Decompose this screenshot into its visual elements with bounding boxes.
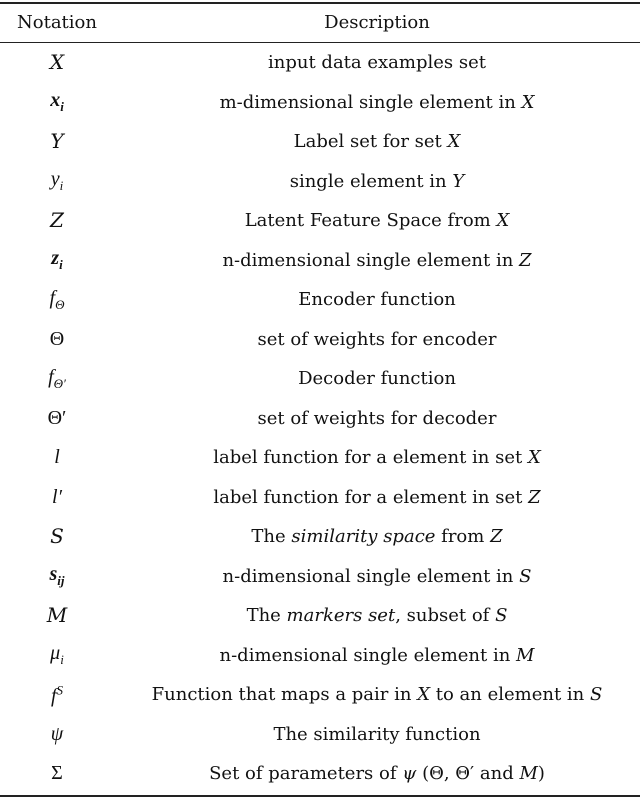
description-text: Decoder function	[298, 368, 456, 390]
symbol-main: l′	[52, 485, 62, 508]
description	[114, 289, 640, 310]
symbol-main: x	[50, 89, 61, 112]
description	[114, 645, 640, 666]
notation-symbol	[51, 247, 63, 273]
notation-symbol	[48, 407, 67, 429]
description-text: The	[251, 526, 292, 548]
table-row	[0, 517, 640, 557]
notation-symbol	[49, 286, 65, 312]
table-header	[0, 3, 640, 43]
description	[114, 92, 640, 113]
symbol-main: l	[54, 446, 60, 469]
description-text: )	[537, 763, 545, 785]
description-text: m-dimensional single element in	[219, 91, 522, 113]
table-row	[0, 122, 640, 162]
header-description: Description	[324, 12, 430, 34]
description-text: label function for a element in set	[213, 486, 529, 508]
header-notation: Notation	[17, 12, 97, 34]
notation-symbol	[50, 526, 64, 548]
symbol-main: ψ	[50, 722, 64, 745]
description-text: X	[496, 210, 510, 232]
description-text: X	[447, 131, 461, 153]
description	[114, 447, 640, 468]
table-row	[0, 241, 640, 281]
symbol-main: s	[49, 563, 58, 586]
notation-symbol	[50, 210, 64, 232]
description-text: M	[516, 644, 535, 666]
description-text: n-dimensional single element in	[219, 644, 517, 666]
description-text: n-dimensional single element in	[222, 249, 520, 271]
description	[114, 131, 640, 152]
notation-symbol	[51, 723, 63, 745]
description	[114, 210, 640, 231]
description-text: S	[495, 605, 508, 627]
description-text: Z	[519, 249, 532, 271]
description-text: set of weights for decoder	[257, 407, 497, 429]
table-row	[0, 43, 640, 83]
notation-symbol	[54, 446, 60, 468]
description	[114, 763, 640, 784]
table-row	[0, 359, 640, 399]
description-text: X	[521, 91, 535, 113]
description-text: (Θ, Θ′ and	[416, 763, 520, 785]
notation-symbol	[50, 328, 64, 350]
table-row	[0, 557, 640, 597]
notation-symbol	[50, 168, 64, 194]
description	[114, 171, 640, 192]
notation-symbol	[49, 563, 65, 589]
description-text: from	[435, 526, 491, 548]
symbol-main: M	[46, 603, 68, 628]
symbol-subscript: ij	[57, 573, 65, 589]
notation-symbol	[52, 486, 62, 508]
description	[114, 368, 640, 389]
table-row	[0, 162, 640, 202]
description	[114, 605, 640, 626]
symbol-subscript: Θ′	[53, 375, 66, 391]
bottom-rule	[0, 795, 640, 797]
table-row	[0, 399, 640, 439]
description-text: ψ	[402, 763, 417, 785]
description-text: input data examples set	[268, 52, 486, 74]
table-row	[0, 754, 640, 794]
symbol-main: z	[51, 247, 60, 270]
table-row	[0, 280, 640, 320]
description	[114, 526, 640, 547]
symbol-subscript: i	[60, 652, 64, 668]
description-text: to an element in	[430, 684, 590, 706]
description-text: S	[590, 684, 603, 706]
symbol-main: f	[49, 286, 56, 309]
description-text: Encoder function	[298, 289, 456, 311]
notation-symbol	[47, 605, 67, 627]
description-text: similarity space	[291, 526, 436, 548]
description-text: markers set	[286, 605, 396, 627]
description-text: X	[417, 684, 431, 706]
notation-symbol	[50, 681, 64, 707]
symbol-supscript: S	[56, 681, 64, 697]
symbol-main: y	[50, 168, 60, 191]
table-row	[0, 478, 640, 518]
notation-symbol	[48, 365, 66, 391]
symbol-main: μ	[50, 642, 61, 665]
description	[114, 566, 640, 587]
description	[114, 329, 640, 350]
table-row	[0, 83, 640, 123]
table-row	[0, 320, 640, 360]
notation-symbol	[51, 762, 63, 784]
description-text: The	[246, 605, 287, 627]
table-row	[0, 201, 640, 241]
description-text: , subset of	[395, 605, 496, 627]
description-text: set of weights for encoder	[257, 328, 497, 350]
description	[114, 250, 640, 271]
description-text: Set of parameters of	[209, 763, 403, 785]
symbol-main: f	[50, 684, 57, 707]
description-text: Z	[528, 486, 541, 508]
symbol-main: X	[49, 50, 65, 75]
description-text: label function for a element in set	[213, 447, 528, 469]
description-text: Latent Feature Space from	[244, 210, 497, 232]
notation-symbol	[50, 642, 64, 668]
table-row	[0, 636, 640, 676]
symbol-subscript: i	[59, 257, 63, 273]
table-row	[0, 438, 640, 478]
table-row	[0, 675, 640, 715]
description	[114, 724, 640, 745]
description-text: The similarity function	[273, 723, 481, 745]
symbol-main: S	[50, 524, 64, 549]
description	[114, 52, 640, 73]
symbol-subscript: i	[60, 99, 64, 115]
table-row	[0, 596, 640, 636]
description-text: n-dimensional single element in	[222, 565, 520, 587]
description-text: Z	[490, 526, 503, 548]
symbol-main: f	[48, 365, 54, 388]
symbol-main: Θ	[49, 327, 65, 350]
symbol-subscript: Θ	[55, 296, 65, 312]
description-text: S	[519, 565, 532, 587]
description-text: single element in	[289, 170, 453, 192]
description-text: Y	[452, 170, 465, 192]
description-text: M	[519, 763, 538, 785]
symbol-main: Z	[50, 208, 64, 233]
symbol-subscript: i	[59, 178, 64, 194]
description	[114, 684, 640, 705]
description-text: Label set for set	[293, 131, 448, 153]
description-text: Function that maps a pair in	[151, 684, 418, 706]
description-text: X	[527, 447, 541, 469]
symbol-main: Σ	[51, 762, 63, 785]
symbol-main: Y	[50, 129, 64, 154]
notation-symbol	[50, 52, 64, 74]
description	[114, 408, 640, 429]
description	[114, 487, 640, 508]
symbol-main: Θ′	[47, 406, 67, 429]
notation-symbol	[50, 89, 64, 115]
table-row	[0, 715, 640, 755]
notation-symbol	[50, 131, 63, 153]
